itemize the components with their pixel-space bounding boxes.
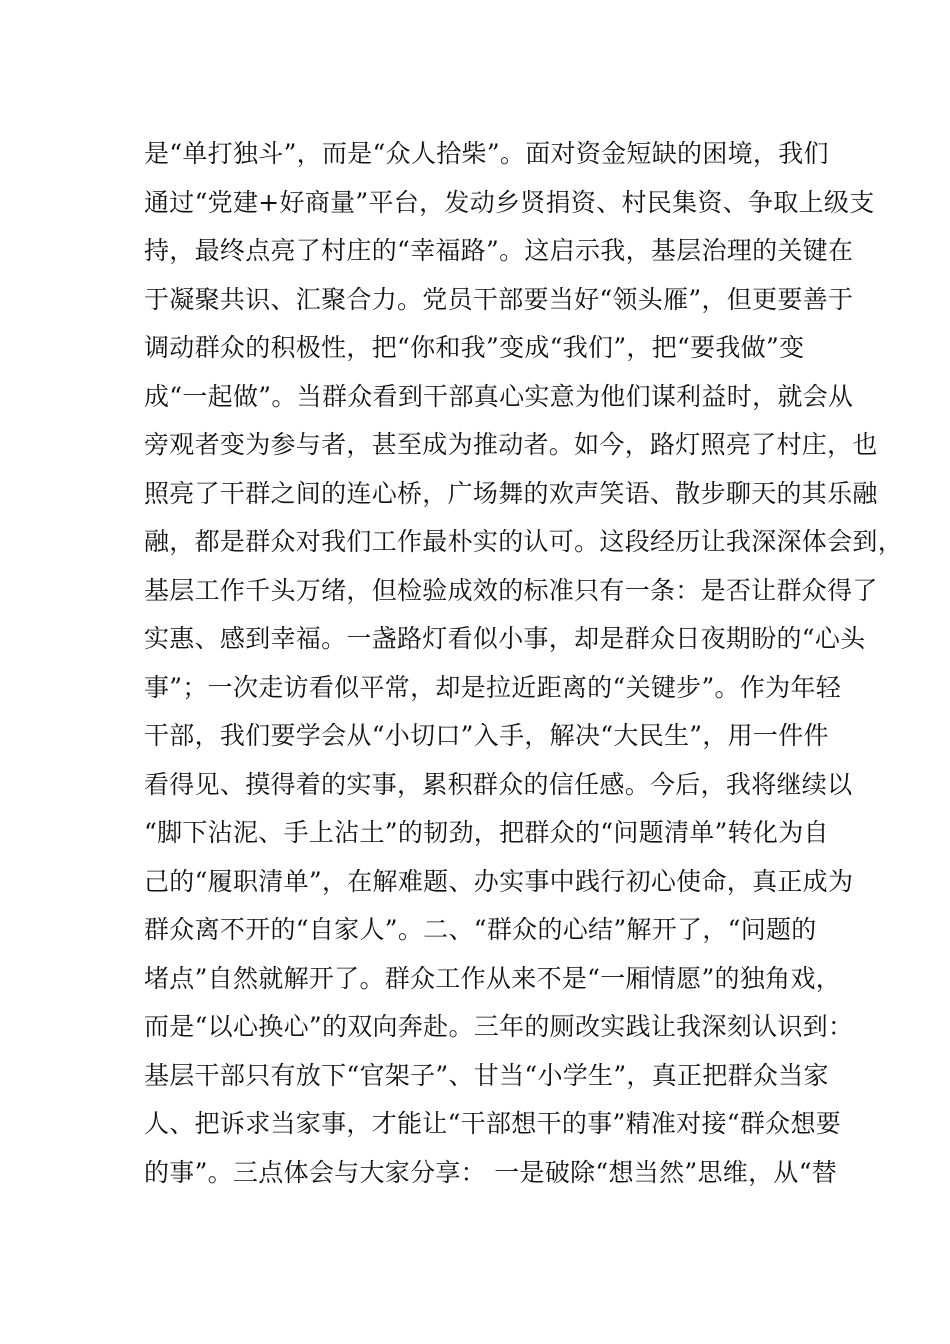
- text-line: 成“一起做”。当群众看到干部真心实意为他们谋利益时，就会从: [144, 381, 854, 411]
- text-line: 看得见、摸得着的实事，累积群众的信任感。今后，我将继续以: [144, 769, 853, 799]
- text-line: 基层干部只有放下“官架子”、甘当“小学生”，真正把群众当家: [144, 1060, 829, 1090]
- text-line: 人、把诉求当家事，才能让“干部想干的事”精准对接“群众想要: [144, 1109, 842, 1138]
- text-line: 照亮了干群之间的连心桥，广场舞的欢声笑语、散步聊天的其乐融: [144, 478, 878, 508]
- text-line: 旁观者变为参与者，甚至成为推动者。如今，路灯照亮了村庄，也: [144, 430, 878, 459]
- text-line: 事”；一次走访看似平常，却是拉近距离的“关键步”。作为年轻: [144, 672, 842, 702]
- text-line: 基层工作千头万绪，但检验成效的标准只有一条：是否让群众得了: [144, 575, 878, 605]
- text-line: 堵点”自然就解开了。群众工作从来不是“一厢情愿”的独角戏，: [144, 963, 842, 993]
- text-line: 己的“履职清单”，在解难题、办实事中践行初心使命，真正成为: [144, 866, 854, 896]
- text-line: 的事”。三点体会与大家分享： 一是破除“想当然”思维，从“替: [144, 1157, 838, 1187]
- text-line: 于凝聚共识、汇聚合力。党员干部要当好“领头雁”，但更要善于: [144, 284, 854, 314]
- text-line: 通过“党建+好商量”平台，发动乡贤捐资、村民集资、争取上级支: [144, 187, 875, 217]
- text-line: 融，都是群众对我们工作最朴实的认可。这段经历让我深深体会到，: [144, 527, 904, 556]
- text-line: 群众离不开的“自家人”。二、“群众的心结”解开了，“问题的: [144, 915, 817, 944]
- text-line: 干部，我们要学会从“小切口”入手，解决“大民生”，用一件件: [144, 721, 829, 750]
- text-line: “脚下沾泥、手上沾土”的韧劲，把群众的“问题清单”转化为自: [144, 818, 829, 847]
- text-line: 持，最终点亮了村庄的“幸福路”。这启示我，基层治理的关键在: [144, 236, 854, 265]
- body-text: [144, 130, 904, 1197]
- text-line: 实惠、感到幸福。一盏路灯看似小事，却是群众日夜期盼的“心头: [144, 624, 866, 653]
- text-line: 是“单打独斗”，而是“众人拾柴”。面对资金短缺的困境，我们: [144, 139, 829, 168]
- text-line: 调动群众的积极性，把“你和我”变成“我们”，把“要我做”变: [144, 333, 805, 362]
- text-line: 而是“以心换心”的双向奔赴。三年的厕改实践让我深刻认识到：: [144, 1012, 854, 1041]
